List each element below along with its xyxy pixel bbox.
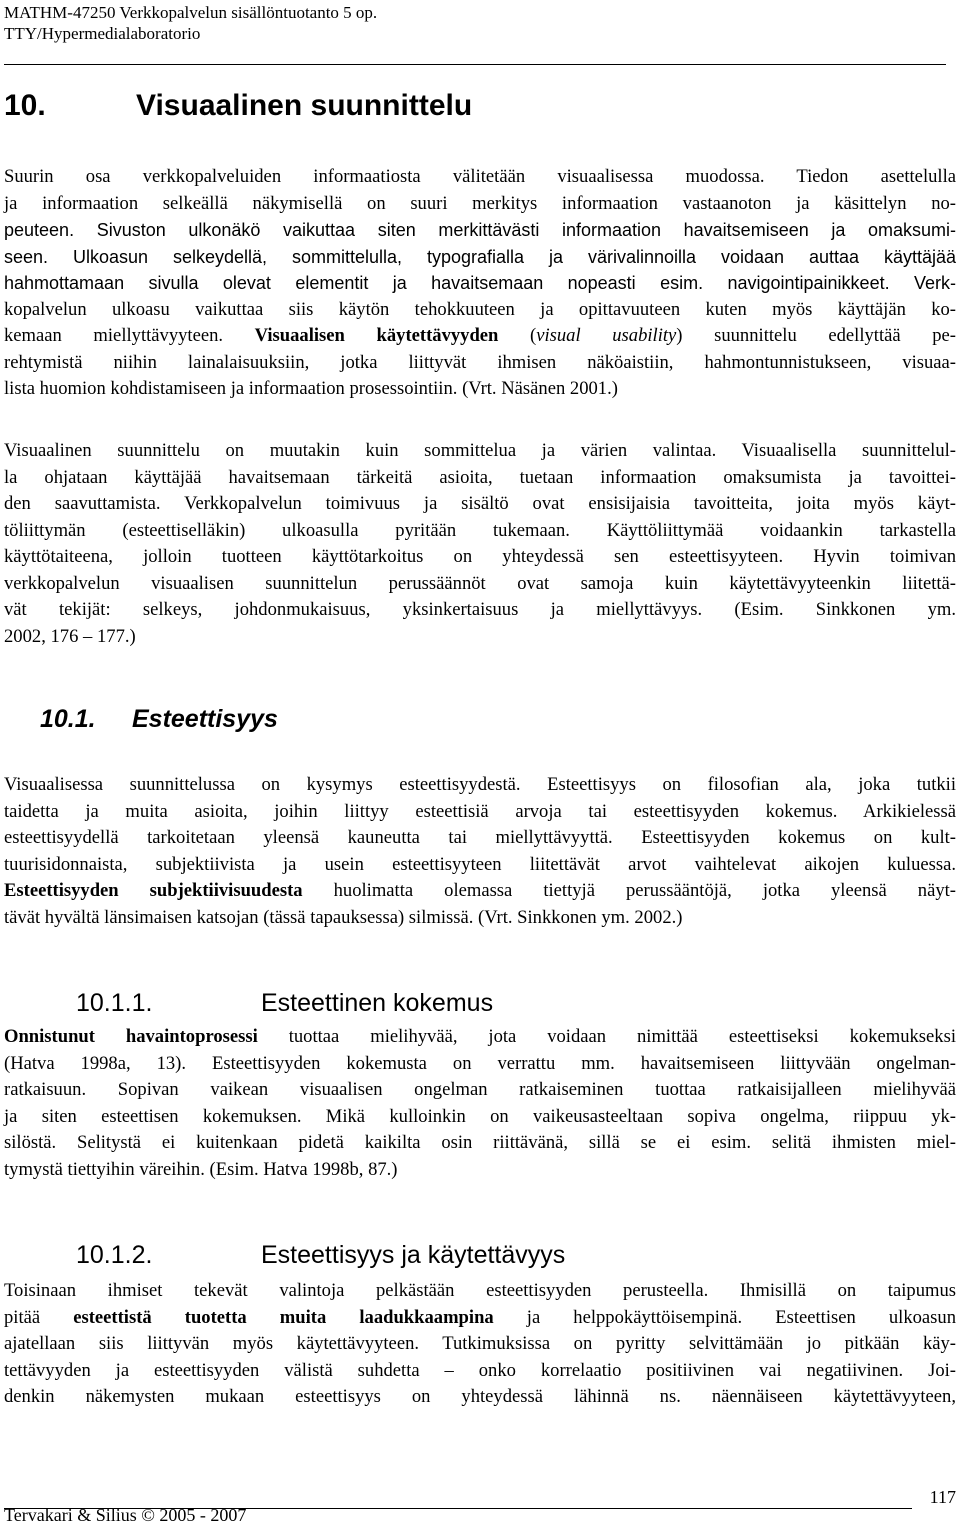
text-run: tuottaa mielihyvää, jota voidaan nimittää esteettiseksi kokemukseksi [257, 1026, 956, 1047]
text-line: rehtymistä niihin lainalaisuuksiin, jotka liittyvät ihmisen näköaistiin, hahmontunnistukseen, visuaa- [4, 351, 956, 373]
page-number: 117 [929, 1487, 956, 1507]
subsection-heading-2 [76, 1238, 565, 1272]
paragraph-4 [4, 1024, 956, 1183]
text-line [4, 1024, 956, 1051]
section-number: 10.1. [40, 705, 96, 733]
text-line: töliittymän (esteettiselläkin) ulkoasulla pyritään tukemaan. Käyttöliittymää voidaankin tarkastella [4, 519, 956, 541]
running-header [4, 2, 377, 44]
italic-term: visual usability [536, 325, 677, 346]
text-line [4, 323, 956, 350]
text-line: esteettisyydellä tarkoitetaan yleensä kauneutta tai miellyttävyyttä. Esteettisyyden kokemus on kult- [4, 827, 956, 848]
text-run: ( [498, 325, 537, 346]
subsection-title: Esteettisyys ja käytettävyys [261, 1241, 566, 1269]
text-line: lista huomion kohdistamiseen ja informaation prosessointiin. (Vrt. Näsänen 2001.) [4, 378, 618, 399]
text-line: 2002, 176 – 177.) [4, 625, 136, 647]
text-line: tettävyyden ja esteettisyyden välistä suhdetta – onko korrelaatio positiivinen vai negatiivinen. Joi- [4, 1359, 956, 1381]
text-line: peuteen. Sivuston ulkonäkö vaikuttaa siten merkittävästi informaation havaitsemiseen ja omaksumi- [4, 220, 956, 240]
text-line: ajatellaan siis liittyvän myös käytettävyyteen. Tutkimuksissa on pyritty selvittämään jo pitkään käy- [4, 1333, 956, 1354]
text-line: Toisinaan ihmiset tekevät valintoja pelkästään esteettisyyden perusteella. Ihmisillä on taipumus [4, 1280, 956, 1301]
text-line: den saavuttamista. Verkkopalvelun toimivuus ja sisältö ovat ensisijaisia tavoitteita, joita myös käyt- [4, 493, 956, 514]
paragraph-5 [4, 1278, 956, 1411]
text-line: hahmottamaan sivulla olevat elementit ja havaitsemaan nopeasti esim. navigointipainikkeet. Verk- [4, 273, 956, 293]
text-line: ja siten esteettisen kokemuksen. Mikä kulloinkin on vaikeusasteeltaan sopiva ongelma, riippuu yk- [4, 1105, 956, 1127]
lab-name: TTY/Hypermedialaboratorio [4, 24, 201, 43]
subsection-title: Esteettinen kokemus [261, 989, 494, 1017]
section-heading [40, 702, 278, 736]
text-line: taidetta ja muita asioita, joihin liittyy esteettisiä arvoja tai esteettisyyden kokemus. Arkikielessä [4, 800, 956, 822]
text-run: ja helppokäyttöisempinä. Esteettisen ulkoasun [493, 1306, 956, 1328]
text-line: kopalvelun ulkoasu vaikuttaa siis käytön tehokkuuteen ja opittavuuteen kuten myös käyttäjän ko- [4, 298, 956, 320]
text-line: ja informaation selkeällä näkymisellä on suuri merkitys informaation vastaanoton ja käsittelyn no- [4, 192, 956, 214]
text-line: verkkopalvelun visuaalisen suunnittelun perussäännöt ovat samoja kuin käytettävyyteenkin liitettä- [4, 572, 956, 594]
subsection-heading-1 [76, 986, 493, 1020]
text-line: ratkaisuun. Sopivan vaikean visuaalisen ongelman ratkaiseminen tuottaa ratkaisijalleen mielihyvää [4, 1079, 956, 1100]
bold-term: esteettistä tuotetta muita laadukkaampina [73, 1306, 494, 1328]
text-run: kemaan miellyttävyyteen. [4, 325, 255, 346]
footer-authors: Tervakari & Silius © 2005 - 2007 [4, 1505, 247, 1525]
text-line: tuurisidonnaista, subjektiivista ja usein esteettisyyteen liitettävät arvot vaihtelevat aikojen kuluessa. [4, 853, 956, 875]
text-line: la ohjataan käyttäjää havaitsemaan tärkeitä asioita, tuetaan informaation omaksumista ja tavoittei- [4, 466, 956, 488]
section-title: Esteettisyys [132, 705, 278, 733]
bold-term: Visuaalisen käytettävyyden [254, 325, 499, 346]
chapter-heading [4, 86, 472, 126]
bold-term: Onnistunut havaintoprosessi [4, 1026, 258, 1047]
text-line: denkin näkemysten mukaan esteettisyys on yhteydessä lähinnä ns. näennäiseen käytettävyyteen, [4, 1386, 956, 1407]
text-line [4, 1305, 956, 1332]
subsection-number: 10.1.2. [76, 1241, 153, 1269]
paragraph-1 [4, 164, 956, 403]
text-line: Visuaalinen suunnittelu on muutakin kuin sommittelua ja värien valintaa. Visuaalisella suunnittelul- [4, 440, 956, 461]
text-line [4, 878, 956, 905]
text-run: huolimatta olemassa tiettyjä perussääntöjä, jotka yleensä näyt- [302, 880, 956, 901]
text-line: seen. Ulkoasun selkeydellä, sommittelulla, typografialla ja värivalinnoilla voidaan auttaa käyttäjää [4, 246, 956, 267]
text-line: silöstä. Selitystä ei kuitenkaan pidetä kaikilta osin riittävänä, sillä se ei esim. selitä ihmisten miel- [4, 1132, 956, 1153]
paragraph-2 [4, 438, 956, 650]
text-line: tymystä tiettyihin väreihin. (Esim. Hatva 1998b, 87.) [4, 1158, 398, 1180]
text-line: Suurin osa verkkopalveluiden informaatiosta välitetään visuaalisessa muodossa. Tiedon asettelulla [4, 166, 956, 187]
chapter-title: Visuaalinen suunnittelu [136, 89, 473, 122]
paragraph-3 [4, 772, 956, 931]
chapter-number: 10. [4, 89, 46, 122]
text-line: (Hatva 1998a, 13). Esteettisyyden kokemusta on verrattu mm. havaitsemiseen liittyvään ongelman- [4, 1052, 956, 1074]
subsection-number: 10.1.1. [76, 989, 153, 1017]
text-run: ) suunnittelu edellyttää pe- [676, 325, 956, 346]
text-line: Visuaalisessa suunnittelussa on kysymys esteettisyydestä. Esteettisyys on filosofian ala, joka tutkii [4, 774, 956, 795]
text-line: vät tekijät: selkeys, johdonmukaisuus, yksinkertaisuus ja miellyttävyys. (Esim. Sinkkonen ym. [4, 599, 956, 620]
header-rule [4, 64, 946, 65]
text-line: tävät hyvältä länsimaisen katsojan (tässä tapauksessa) silmissä. (Vrt. Sinkkonen ym. 2002.) [4, 906, 683, 928]
text-run: pitää [4, 1306, 74, 1328]
bold-term: Esteettisyyden subjektiivisuudesta [4, 880, 303, 901]
course-title: MATHM-47250 Verkkopalvelun sisällöntuotanto 5 op. [4, 3, 378, 22]
text-line: käyttötaiteena, jolloin tuotteen käyttötarkoitus on yhteydessä sen esteettisyyteen. Hyvin toimivan [4, 546, 956, 567]
